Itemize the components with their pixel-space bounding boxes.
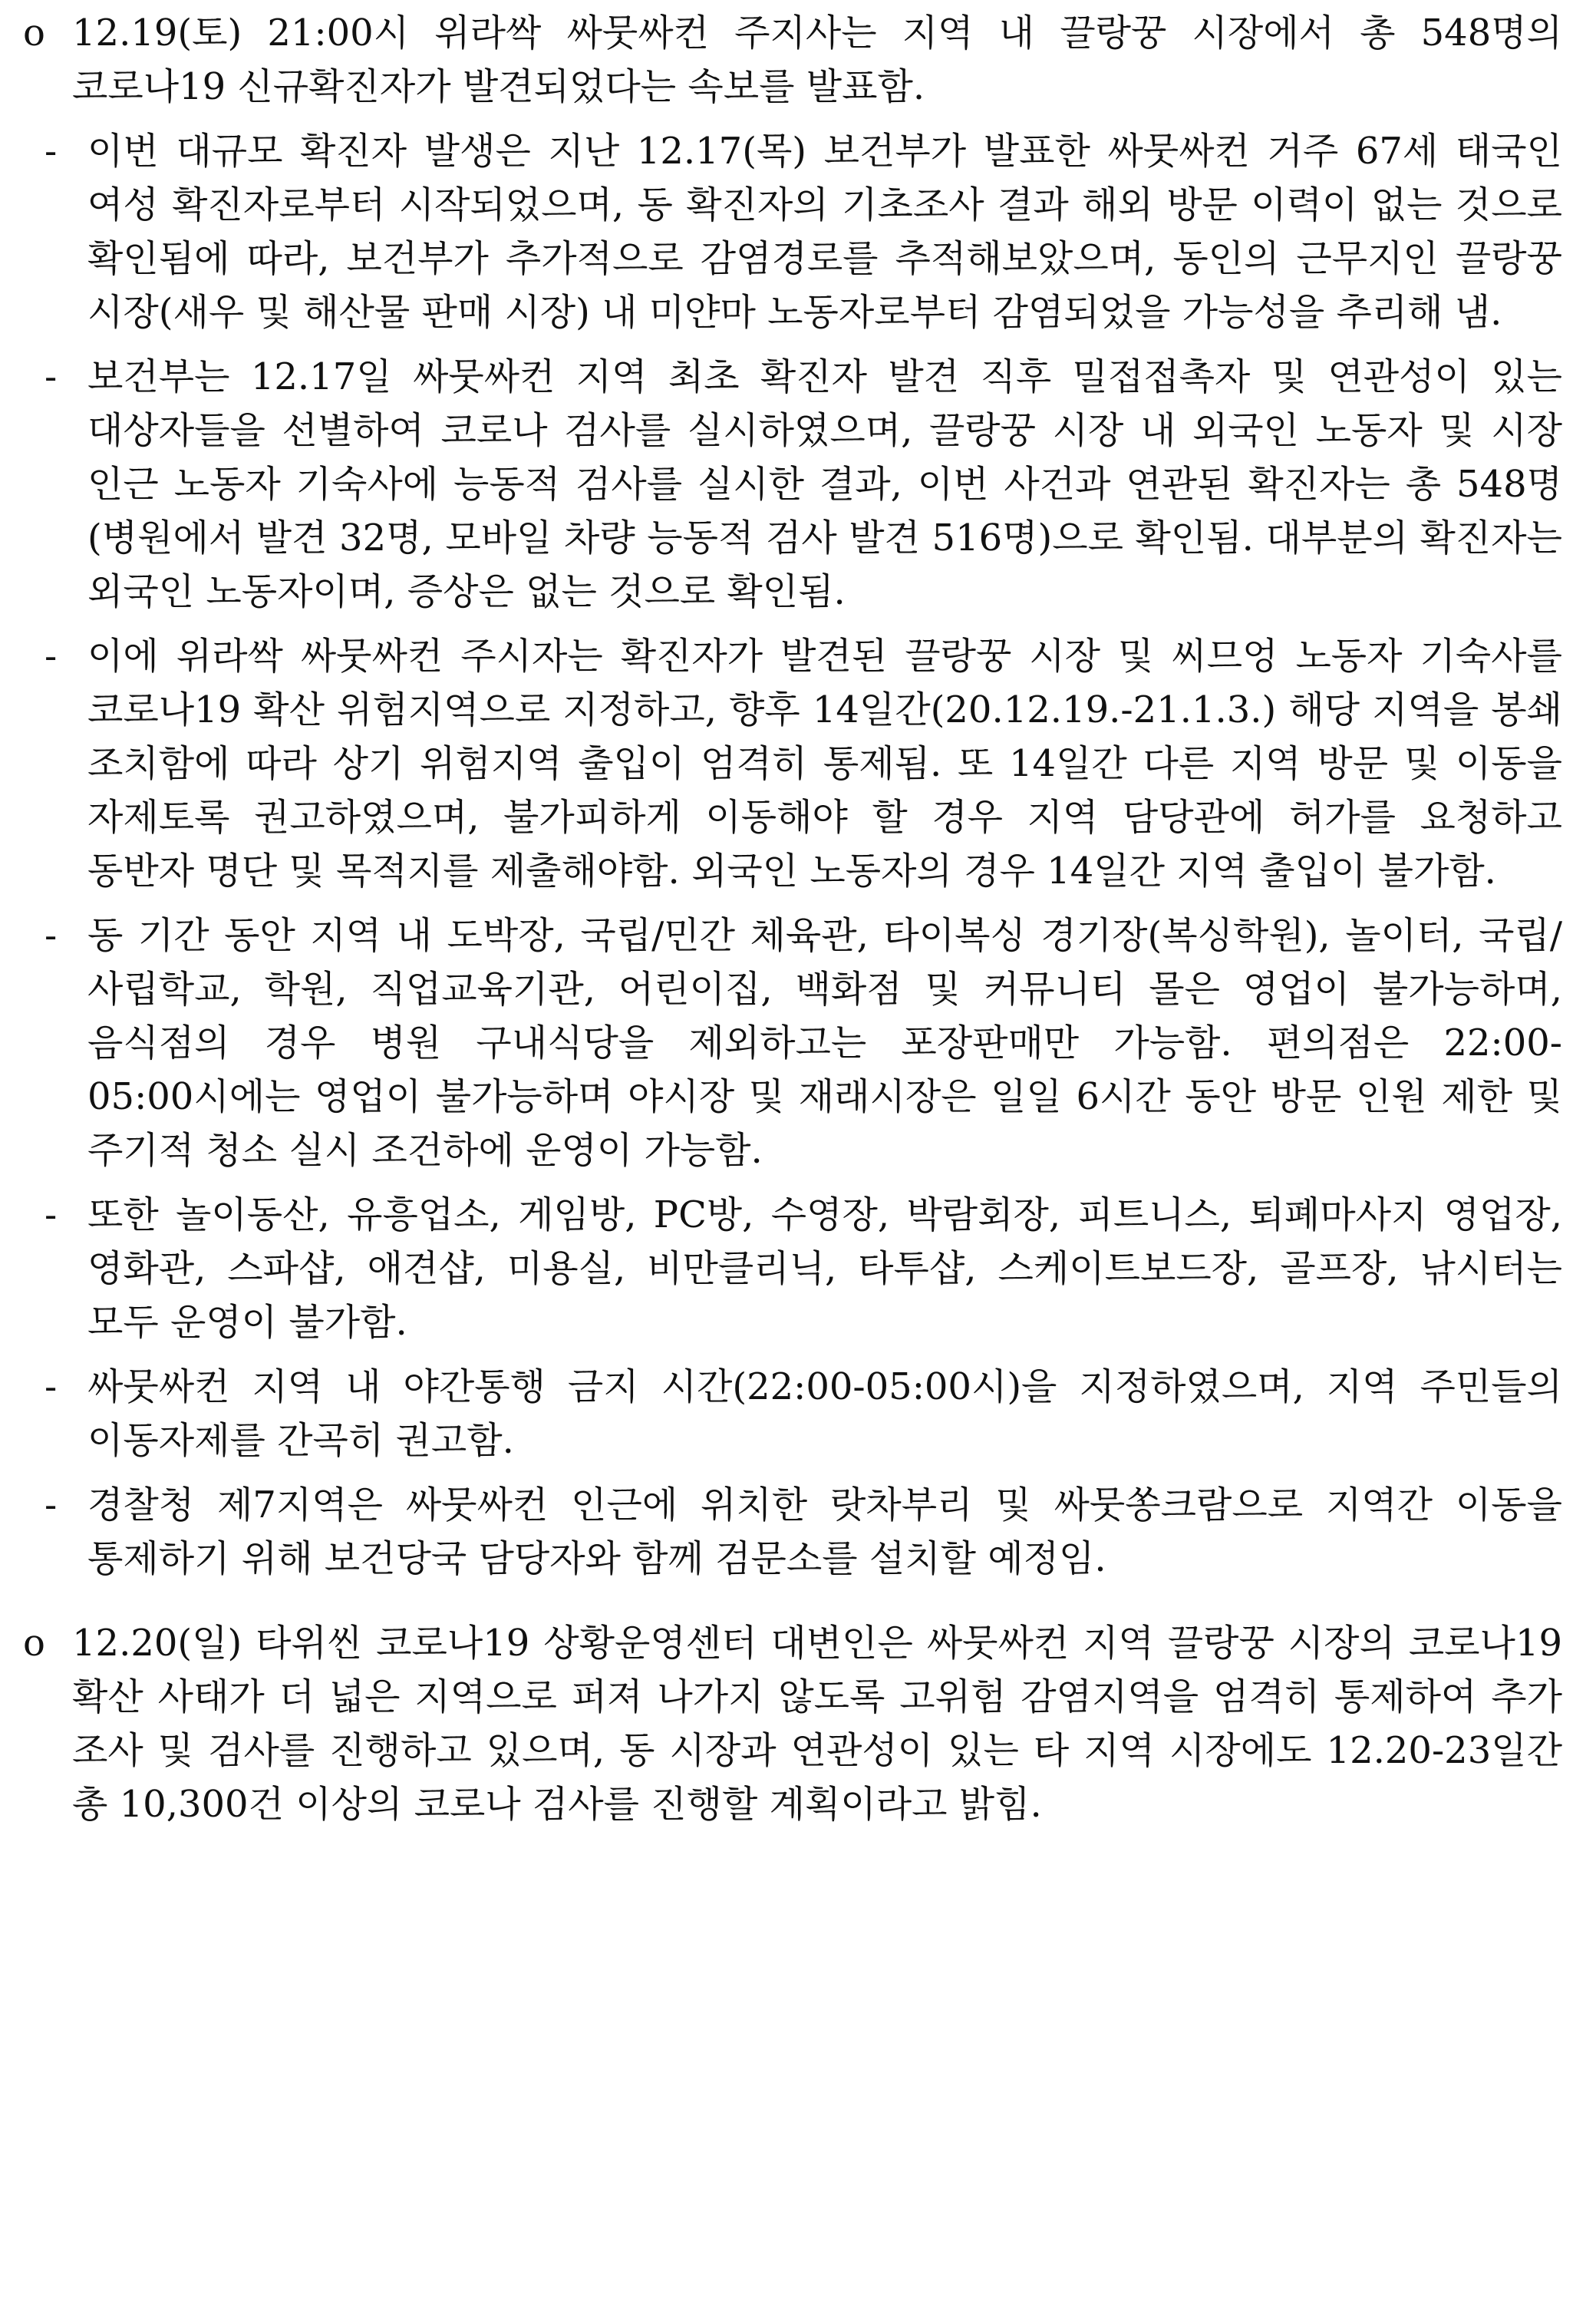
dash-marker: -	[45, 355, 58, 398]
sub-item-text: 이에 위라싹 싸뭇싸컨 주시자는 확진자가 발견된 끌랑꿍 시장 및 씨므엉 노동자 기숙사를 코로나19 확산 위험지역으로 지정하고, 향후 14일간(20.12.19.-21.1.3.) 해당 지역을 봉쇄 조치함에 따라 상기 위험지역 출입이 엄격히 통제됨. 또 14일간 다른 지역 방문 및 이동을 자제토록 권고하였으며, 불가피하게 이동해야 할 경우 지역 담당관에 허가를 요청하고 동반자 명단 및 목적지를 제출해야함. 외국인 노동자의 경우 14일간 지역 출입이 불가함.	[87, 635, 1562, 893]
dash-marker: -	[45, 635, 58, 678]
sub-item	[23, 909, 1562, 1177]
sub-item	[23, 1478, 1562, 1586]
dash-marker: -	[45, 130, 58, 173]
sub-item	[23, 629, 1562, 898]
sub-item-text: 경찰청 제7지역은 싸뭇싸컨 인근에 위치한 랏차부리 및 싸뭇쏭크람으로 지역간 이동을 통제하기 위해 보건당국 담당자와 함께 검문소를 설치할 예정임.	[87, 1484, 1562, 1580]
sub-item	[23, 350, 1562, 619]
sub-item	[23, 1188, 1562, 1349]
sub-item	[23, 1360, 1562, 1467]
sub-item-text: 싸뭇싸컨 지역 내 야간통행 금지 시간(22:00-05:00시)을 지정하였으며, 지역 주민들의 이동자제를 간곡히 권고함.	[87, 1365, 1562, 1462]
bullet-marker: o	[23, 12, 45, 54]
bullet-marker: o	[23, 1622, 45, 1665]
sub-item-text: 동 기간 동안 지역 내 도박장, 국립/민간 체육관, 타이복싱 경기장(복싱학원), 놀이터, 국립/사립학교, 학원, 직업교육기관, 어린이집, 백화점 및 커뮤니티 몰은 영업이 불가능하며, 음식점의 경우 병원 구내식당을 제외하고는 포장판매만 가능함. 편의점은 22:00-05:00시에는 영업이 불가능하며 야시장 및 재래시장은 일일 6시간 동안 방문 인원 제한 및 주기적 청소 실시 조건하에 운영이 가능함.	[87, 914, 1562, 1172]
paragraph-text: 12.20(일) 타위씬 코로나19 상황운영센터 대변인은 싸뭇싸컨 지역 끌랑꿍 시장의 코로나19 확산 사태가 더 넓은 지역으로 퍼져 나가지 않도록 고위험 감염지역을 엄격히 통제하여 추가 조사 및 검사를 진행하고 있으며, 동 시장과 연관성이 있는 타 지역 시장에도 12.20-23일간 총 10,300건 이상의 코로나 검사를 진행할 계획이라고 밝힘.	[72, 1622, 1562, 1826]
dash-marker: -	[45, 1365, 58, 1408]
main-paragraph	[23, 1616, 1562, 1831]
main-paragraph	[23, 6, 1562, 114]
section-1	[23, 6, 1562, 1586]
sub-item-text: 보건부는 12.17일 싸뭇싸컨 지역 최초 확진자 발견 직후 밀접접촉자 및 연관성이 있는 대상자들을 선별하여 코로나 검사를 실시하였으며, 끌랑꿍 시장 내 외국인 노동자 및 시장 인근 노동자 기숙사에 능동적 검사를 실시한 결과, 이번 사건과 연관된 확진자는 총 548명(병원에서 발견 32명, 모바일 차량 능동적 검사 발견 516명)으로 확인됨. 대부분의 확진자는 외국인 노동자이며, 증상은 없는 것으로 확인됨.	[87, 355, 1562, 613]
dash-marker: -	[45, 1193, 58, 1236]
section-2	[23, 1616, 1562, 1831]
sub-item	[23, 124, 1562, 339]
sub-item-text: 이번 대규모 확진자 발생은 지난 12.17(목) 보건부가 발표한 싸뭇싸컨 거주 67세 태국인 여성 확진자로부터 시작되었으며, 동 확진자의 기초조사 결과 해외 방문 이력이 없는 것으로 확인됨에 따라, 보건부가 추가적으로 감염경로를 추적해보았으며, 동인의 근무지인 끌랑꿍 시장(새우 및 해산물 판매 시장) 내 미얀마 노동자로부터 감염되었을 가능성을 추리해 냄.	[87, 130, 1562, 334]
sub-item-text: 또한 놀이동산, 유흥업소, 게임방, PC방, 수영장, 박람회장, 피트니스, 퇴폐마사지 영업장, 영화관, 스파샵, 애견샵, 미용실, 비만클리닉, 타투샵, 스케이트보드장, 골프장, 낚시터는 모두 운영이 불가함.	[87, 1193, 1562, 1344]
dash-marker: -	[45, 914, 58, 957]
paragraph-text: 12.19(토) 21:00시 위라싹 싸뭇싸컨 주지사는 지역 내 끌랑꿍 시장에서 총 548명의 코로나19 신규확진자가 발견되었다는 속보를 발표함.	[72, 12, 1562, 108]
dash-marker: -	[45, 1484, 58, 1526]
